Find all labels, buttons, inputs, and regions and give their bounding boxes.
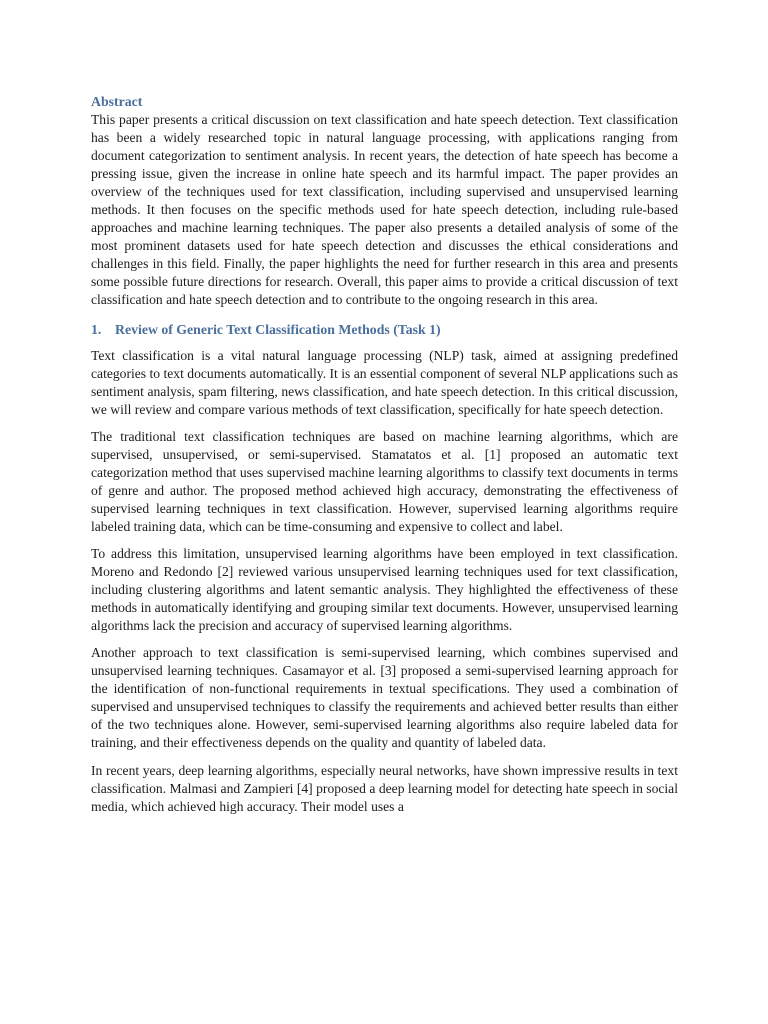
section-1-title: Review of Generic Text Classification Methods (Task 1) [115, 321, 441, 337]
section-1-number: 1. [91, 321, 102, 337]
section-1-paragraph-3: To address this limitation, unsupervised learning algorithms have been employed in text classification. Moreno and Redondo [2] reviewed various unsupervised learning techniques used for text classification, including clustering algorithms and latent semantic analysis. They highlighted the effectiveness of these methods in automatically identifying and grouping similar text documents. However, unsupervised learning algorithms lack the precision and accuracy of supervised learning algorithms. [91, 545, 678, 634]
page-content [91, 93, 678, 825]
section-1-heading [91, 321, 678, 339]
section-1-paragraph-4: Another approach to text classification is semi-supervised learning, which combines supervised and unsupervised learning techniques. Casamayor et al. [3] proposed a semi-supervised learning approach for the identification of non-functional requirements in textual specifications. They used a combination of supervised and unsupervised techniques to classify the requirements and achieved better results than either of the two techniques alone. However, semi-supervised learning algorithms also require labeled data for training, and their effectiveness depends on the quality and quantity of labeled data. [91, 645, 678, 751]
section-1-paragraph-5: In recent years, deep learning algorithms, especially neural networks, have shown impressive results in text classification. Malmasi and Zampieri [4] proposed a deep learning model for detecting hate speech in social media, which achieved high accuracy. Their model uses a [91, 762, 678, 814]
abstract-paragraph: This paper presents a critical discussion on text classification and hate speech detection. Text classification has been a widely researched topic in natural language processing, with applications ranging from document categorization to sentiment analysis. In recent years, the detection of hate speech has become a pressing issue, given the increase in online hate speech and its harmful impact. The paper provides an overview of the techniques used for text classification, including supervised and unsupervised learning methods. It then focuses on the specific methods used for hate speech detection, including rule-based approaches and machine learning techniques. The paper also presents a detailed analysis of some of the most prominent datasets used for hate speech detection and discusses the ethical considerations and challenges in this field. Finally, the paper highlights the need for further research in this area and presents some possible future directions for research. Overall, this paper aims to provide a critical discussion of text classification and hate speech detection and to contribute to the ongoing research in this area. [91, 112, 678, 308]
section-1-paragraph-2: The traditional text classification techniques are based on machine learning algorithms, which are supervised, unsupervised, or semi-supervised. Stamatatos et al. [1] proposed an automatic text categorization method that uses supervised machine learning algorithms to classify text documents in terms of genre and author. The proposed method achieved high accuracy, demonstrating the effectiveness of supervised learning techniques in text classification. However, supervised learning algorithms require labeled training data, which can be time-consuming and expensive to collect and label. [91, 428, 678, 534]
section-1-paragraph-1: Text classification is a vital natural language processing (NLP) task, aimed at assigning predefined categories to text documents automatically. It is an essential component of several NLP applications such as sentiment analysis, spam filtering, news classification, and hate speech detection. In this critical discussion, we will review and compare various methods of text classification, specifically for hate speech detection. [91, 347, 678, 417]
abstract-heading: Abstract [91, 94, 143, 109]
